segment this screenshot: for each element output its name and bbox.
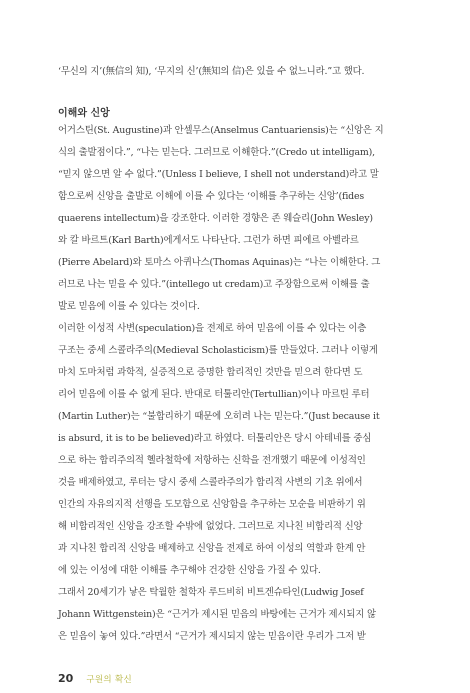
body-line: Johann Wittgenstein)은 “근거가 제시된 믿음의 바탕에는 근거가 제시되지 않 <box>58 609 376 620</box>
body-line: is absurd, it is to be believed)라고 하였다. 터툴리안은 당시 아테네를 중심 <box>58 433 372 444</box>
body-line: 은 믿음이 놓여 있다.”라면서 “근거가 제시되지 않는 믿음이란 우리가 그저 받 <box>58 631 366 642</box>
body-line: 어거스틴(St. Augustine)과 안셀무스(Anselmus Cantuariensis)는 “신앙은 지 <box>58 125 384 136</box>
body-line: 에 있는 이성에 대한 이해를 추구해야 건강한 신앙을 가질 수 있다. <box>58 565 321 576</box>
body-line: 것을 배제하였고, 루터는 당시 중세 스콜라주의가 합리적 사변의 기초 위에서 <box>58 477 363 488</box>
body-line: 식의 출발점이다.”, “나는 믿는다. 그러므로 이해한다.”(Credo ut intelligam), <box>58 147 375 158</box>
body-line: (Martin Luther)는 “불합리하기 때문에 오히려 나는 믿는다.”(Just because it <box>58 411 380 422</box>
running-title: 구원의 확신 <box>86 675 132 685</box>
intro-line: ‘무신의 지’(無信의 知), ‘무지의 신’(無知의 信)은 있을 수 없느니라.”고 했다. <box>58 66 365 77</box>
body-line: (Pierre Abelard)와 토마스 아퀴나스(Thomas Aquinas)는 “나는 이해한다. 그 <box>58 257 381 268</box>
body-line: 마치 도마처럼 과학적, 실증적으로 증명한 합리적인 것만을 믿으려 한다면 도 <box>58 367 363 378</box>
body-line: 러므로 나는 믿을 수 있다.”(intellego ut credam)고 주장함으로써 이해를 출 <box>58 279 370 290</box>
body-line: 과 지나친 합리적 신앙을 배제하고 신앙을 전제로 하여 이성의 역할과 한계 안 <box>58 543 366 554</box>
body-line: 해 비합리적인 신앙을 강조할 수밖에 없었다. 그러므로 지나친 비합리적 신앙 <box>58 521 363 532</box>
body-line: 그래서 20세기가 낳은 탁월한 철학자 루드비히 비트겐슈타인(Ludwig Josef <box>58 587 364 598</box>
body-line: 구조는 중세 스콜라주의(Medieval Scholasticism)를 만들었다. 그러나 이렇게 <box>58 345 378 356</box>
body-line: 이러한 이성적 사변(speculation)을 전제로 하여 믿음에 이를 수 있다는 이층 <box>58 323 367 334</box>
body-line: 인간의 자유의지적 선행을 도모함으로 신앙함을 추구하는 모순을 비판하기 위 <box>58 499 366 510</box>
section-heading: 이해와 신앙 <box>58 108 110 119</box>
body-line: “믿지 않으면 알 수 없다.”(Unless I believe, I shell not understand)라고 말 <box>58 169 379 180</box>
body-line: 발로 믿음에 이를 수 있다는 것이다. <box>58 301 200 312</box>
body-line: 으로 하는 합리주의적 헬라철학에 저항하는 신학을 전개했기 때문에 이성적인 <box>58 455 366 466</box>
page-number: 20 <box>58 672 74 685</box>
body-line: 함으로써 신앙을 출발로 이해에 이를 수 있다는 ‘이해를 추구하는 신앙’(fides <box>58 191 365 202</box>
body-line: 리어 믿음에 이를 수 없게 된다. 반대로 터툴리안(Tertullian)이나 마르틴 루터 <box>58 389 370 400</box>
page-footer <box>58 667 132 686</box>
body-line: quaerens intellectum)을 강조한다. 이러한 경향은 존 웨슬리(John Wesley) <box>58 213 373 224</box>
body-line: 와 칼 바르트(Karl Barth)에게서도 나타난다. 그런가 하면 피에르 아벨라르 <box>58 235 359 246</box>
